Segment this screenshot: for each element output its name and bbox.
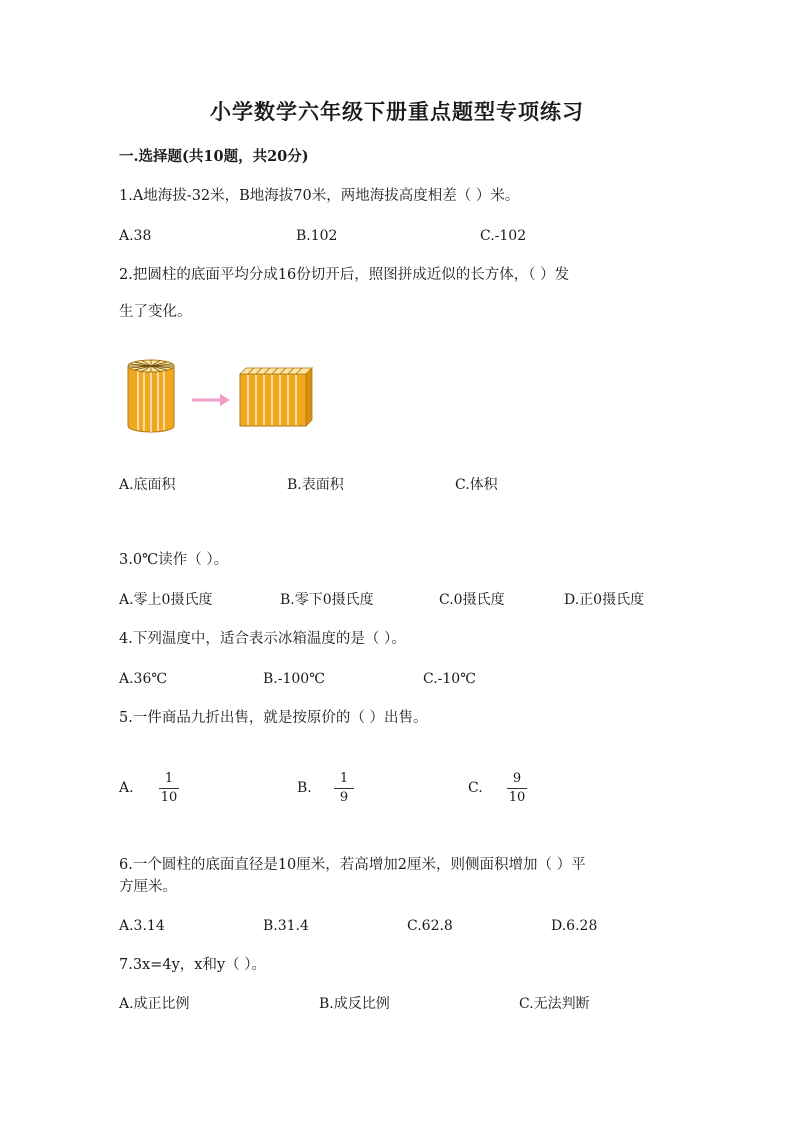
page-title: 小学数学六年级下册重点题型专项练习 <box>210 99 584 124</box>
question-2-text-line1: 2.把圆柱的底面平均分成16份切开后，照图拼成近似的长方体，（ ）发 <box>119 267 570 283</box>
q6-option-a[interactable]: A.3.14 <box>119 918 165 934</box>
fraction-bar <box>334 788 354 789</box>
q5-option-c-label[interactable]: C. <box>468 780 483 796</box>
fraction-denominator: 10 <box>508 790 526 805</box>
q5-option-b-fraction[interactable] <box>332 771 356 806</box>
q5-option-a-fraction[interactable] <box>157 771 181 806</box>
question-2-text-line2: 生了变化。 <box>119 304 192 320</box>
cuboid-from-slices-icon <box>122 356 332 436</box>
q3-option-d[interactable]: D.正0摄氏度 <box>564 592 645 608</box>
cylinder-to-cuboid-figure <box>122 356 332 440</box>
q6-option-b[interactable]: B.31.4 <box>263 918 309 934</box>
q1-option-a[interactable]: A.38 <box>119 228 152 244</box>
q7-option-a[interactable]: A.成正比例 <box>119 996 190 1012</box>
q3-option-b[interactable]: B.零下0摄氏度 <box>280 592 374 608</box>
q4-option-c[interactable]: C.-10℃ <box>423 671 476 687</box>
q2-option-b[interactable]: B.表面积 <box>287 477 344 493</box>
q3-option-a[interactable]: A.零上0摄氏度 <box>119 592 213 608</box>
section-heading: 一.选择题(共10题，共20分) <box>119 148 309 165</box>
q2-option-a[interactable]: A.底面积 <box>119 477 176 493</box>
q4-option-b[interactable]: B.-100℃ <box>263 671 325 687</box>
fraction-bar <box>507 788 527 789</box>
question-6-text-line2: 方厘米。 <box>119 879 177 895</box>
q2-option-c[interactable]: C.体积 <box>455 477 498 493</box>
fraction-numerator: 1 <box>339 771 349 786</box>
fraction-bar <box>159 788 179 789</box>
q1-option-b[interactable]: B.102 <box>296 228 338 244</box>
q5-option-a-label[interactable]: A. <box>119 780 134 796</box>
q5-option-b-label[interactable]: B. <box>297 780 312 796</box>
question-4-text: 4.下列温度中，适合表示冰箱温度的是（ ）。 <box>119 631 406 647</box>
question-1-text: 1.A地海拔-32米，B地海拔70米，两地海拔高度相差（ ）米。 <box>119 188 520 204</box>
q7-option-b[interactable]: B.成反比例 <box>319 996 390 1012</box>
q4-option-a[interactable]: A.36℃ <box>119 671 168 687</box>
question-7-text: 7.3x=4y，x和y（ ）。 <box>119 957 267 973</box>
q5-option-c-fraction[interactable] <box>505 771 529 806</box>
q7-option-c[interactable]: C.无法判断 <box>519 996 590 1012</box>
fraction-denominator: 9 <box>339 790 349 805</box>
fraction-numerator: 1 <box>164 771 174 786</box>
question-6-text-line1: 6.一个圆柱的底面直径是10厘米，若高增加2厘米，则侧面积增加（ ）平 <box>119 857 586 873</box>
q6-option-d[interactable]: D.6.28 <box>551 918 598 934</box>
fraction-denominator: 10 <box>160 790 178 805</box>
fraction-numerator: 9 <box>512 771 522 786</box>
q1-option-c[interactable]: C.-102 <box>480 228 527 244</box>
question-5-text: 5.一件商品九折出售，就是按原价的（ ）出售。 <box>119 710 428 726</box>
question-3-text: 3.0℃读作（ ）。 <box>119 552 229 568</box>
q6-option-c[interactable]: C.62.8 <box>407 918 453 934</box>
q3-option-c[interactable]: C.0摄氏度 <box>439 592 505 608</box>
